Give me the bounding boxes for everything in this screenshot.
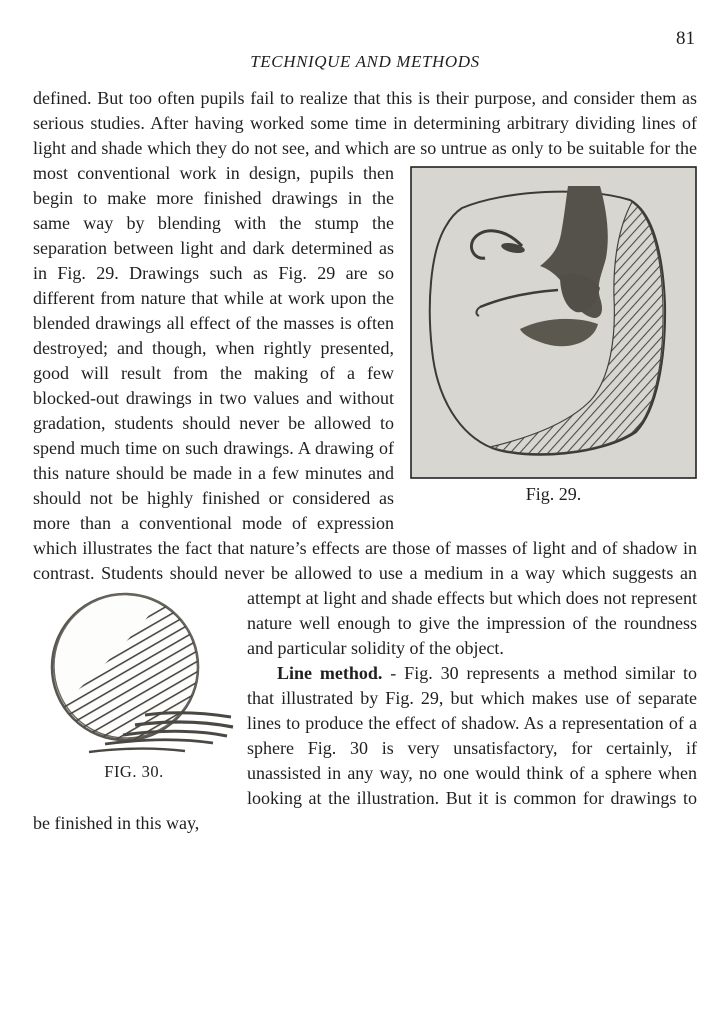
body-text-segment: - Fig. 30 represents a method similar to that illustrated by Fig. 29, but which makes use of separate lines to produce the effect of shadow. As a representation of a sphere Fig. 30 is very unsatisfactory, for certainly, if unassisted in any way, no one would think of a sphere when looking at the illustration. But it is common for drawings to be finished in this way,: [33, 663, 697, 833]
figure-29-caption: Fig. 29.: [525, 484, 582, 504]
fig30-sphere-drawing-icon: [33, 589, 235, 759]
figure-30-caption: FIG. 30.: [104, 762, 164, 781]
page-number: 81: [676, 28, 695, 49]
fig29-face-drawing-icon: [410, 166, 697, 479]
figure-30: [33, 589, 235, 783]
figure-29: [410, 166, 697, 506]
page-body: [33, 86, 697, 836]
body-text-segment: defined. But too often pupils fail to realize that this is their purpose, and consider them as serious studies. After having worked some time in determining arbitrary dividing lines of light and shade which they do not see, and which are so untrue: [33, 88, 697, 158]
body-text-segment: suggests an attempt at light and shade effects but which does not represent nature well enough to give the impression of the roundness and particular solidity of the object.: [247, 563, 697, 658]
body-text-segment: as only to be suitable for the most conventional work in design, pupils then begin to make more finished drawings in the same way by blending with the stump the separation between light and dark determined as in Fig. 29. Drawings such as Fig. 29 are so different from nature that while at work upon the blended drawings all effect of the masses is often destroyed; and though, when rightly presented, good will result from the making of a few blocked-out drawings in two values and without gradation, students should never be allowed to spend much time on such drawings. A drawing of this nature should be made in a few minutes and should not be highly finished or considered as more than a conventional mode of expression which illustrates the fact that nature’s effects are those of masses of light and of shadow in contrast. Students should never be allowed to use a medium in a way which: [33, 138, 697, 583]
paragraph-lead: Line method.: [277, 663, 383, 683]
running-title: TECHNIQUE AND METHODS: [250, 52, 480, 71]
